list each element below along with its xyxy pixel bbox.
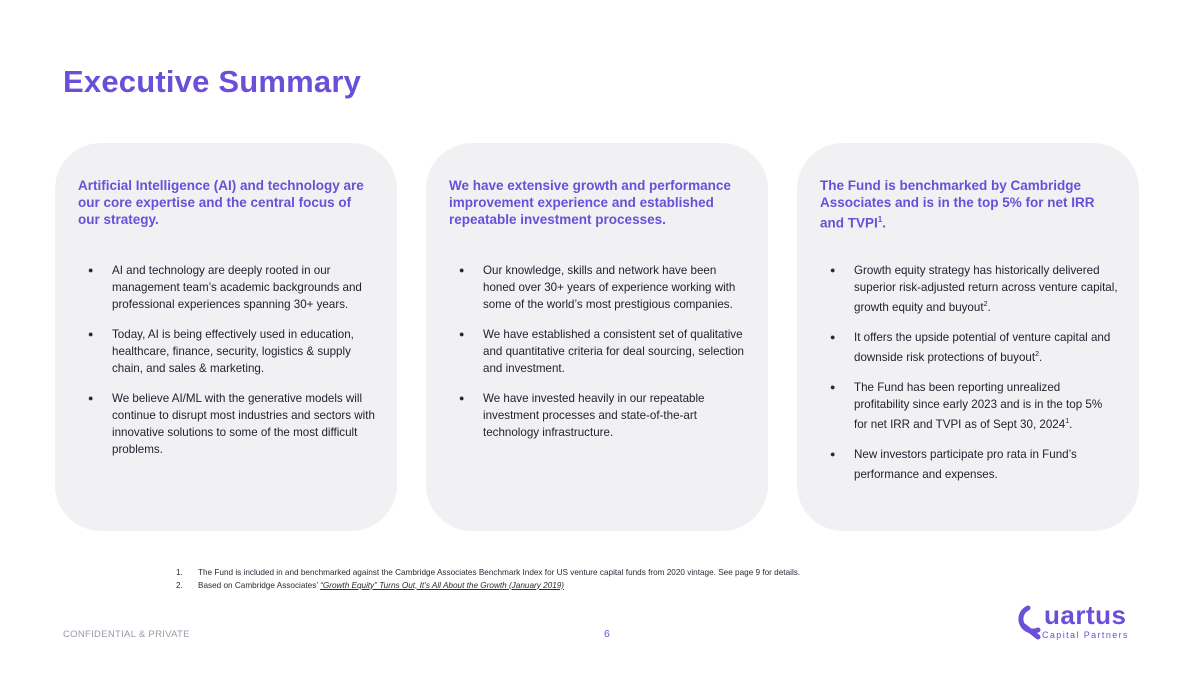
footnote-source-link[interactable]: “Growth Equity” Turns Out, It’s All About the Growth (January 2019) (320, 580, 565, 590)
bullet-list (86, 262, 376, 471)
bullet-dot-icon: ● (88, 393, 94, 403)
bullet-dot-icon: ● (88, 265, 94, 275)
bullet-list (457, 262, 747, 454)
page-number: 6 (604, 628, 610, 640)
bullet-dot-icon: ● (830, 448, 836, 459)
bullet-dot-icon: ● (459, 329, 465, 339)
logo-wordmark: uartus (1044, 600, 1127, 630)
bullet-item: ● The Fund has been reporting unrealized profitability since early 2023 and is in the top 5% for net IRR and TVPI as of Sept 30, 2024$^1$. (830, 380, 1103, 431)
bullet-item: ● We have established a consistent set of qualitative and quantitative criteria for deal sourcing, selection and investment. (459, 328, 745, 375)
bullet-item: ● We have invested heavily in our repeatable investment processes and state-of-the-art technology infrastructure. (459, 392, 705, 439)
confidential-label: CONFIDENTIAL & PRIVATE (63, 629, 190, 640)
bullet-item: ● Our knowledge, skills and network have been honed over 30+ years of experience working with some of the world’s most prestigious companies. (459, 264, 736, 311)
summary-card-ai (55, 143, 397, 531)
bullet-dot-icon: ● (459, 393, 465, 403)
logo-subtitle: Capital Partners (1042, 630, 1129, 640)
card-heading: The Fund is benchmarked by Cambridge Associates and is in the top 5% for net IRR and TVPI$^1$. (820, 178, 1095, 231)
footnote-item: 2. Based on Cambridge Associates’ “Growth Equity” Turns Out, It’s All About the Growth (January 2019) (176, 580, 565, 590)
bullet-item: ● Today, AI is being effectively used in education, healthcare, finance, security, logistics & supply chain, and sales & marketing. (88, 328, 354, 375)
footnote-item: 1. The Fund is included in and benchmarked against the Cambridge Associates Benchmark Index for US venture capital funds from 2020 vintage. See page 9 for details. (176, 568, 801, 577)
card-heading: We have extensive growth and performance improvement experience and established repeatable investment processes. (449, 178, 731, 227)
card-heading: Artificial Intelligence (AI) and technology are our core expertise and the central focus of our strategy. (78, 178, 364, 227)
bullet-dot-icon: ● (830, 265, 836, 275)
bullet-item: ● Growth equity strategy has historically delivered superior risk-adjusted return across venture capital, growth equity and buyout$^2$. (830, 264, 1118, 314)
bullet-item: ● It offers the upside potential of venture capital and downside risk protections of buyout$^2$. (830, 330, 1111, 364)
footnotes (176, 567, 996, 592)
bullet-item: ● We believe AI/ML with the generative models will continue to disrupt most industries and sectors with innovative solutions to some of the most difficult problems. (88, 392, 375, 456)
bullet-dot-icon: ● (459, 265, 465, 275)
page-title: Executive Summary (63, 64, 362, 99)
bullet-dot-icon: ● (830, 331, 836, 342)
summary-card-benchmark (797, 143, 1139, 531)
bullet-dot-icon: ● (88, 329, 94, 339)
company-logo (1014, 600, 1146, 644)
bullet-dot-icon: ● (830, 381, 836, 392)
bullet-item: ● New investors participate pro rata in Fund’s performance and expenses. (830, 447, 1077, 481)
summary-card-growth (426, 143, 768, 531)
bullet-item: ● AI and technology are deeply rooted in our management team’s academic backgrounds and professional experiences spanning 30+ years. (88, 264, 362, 311)
bullet-list (828, 262, 1118, 495)
